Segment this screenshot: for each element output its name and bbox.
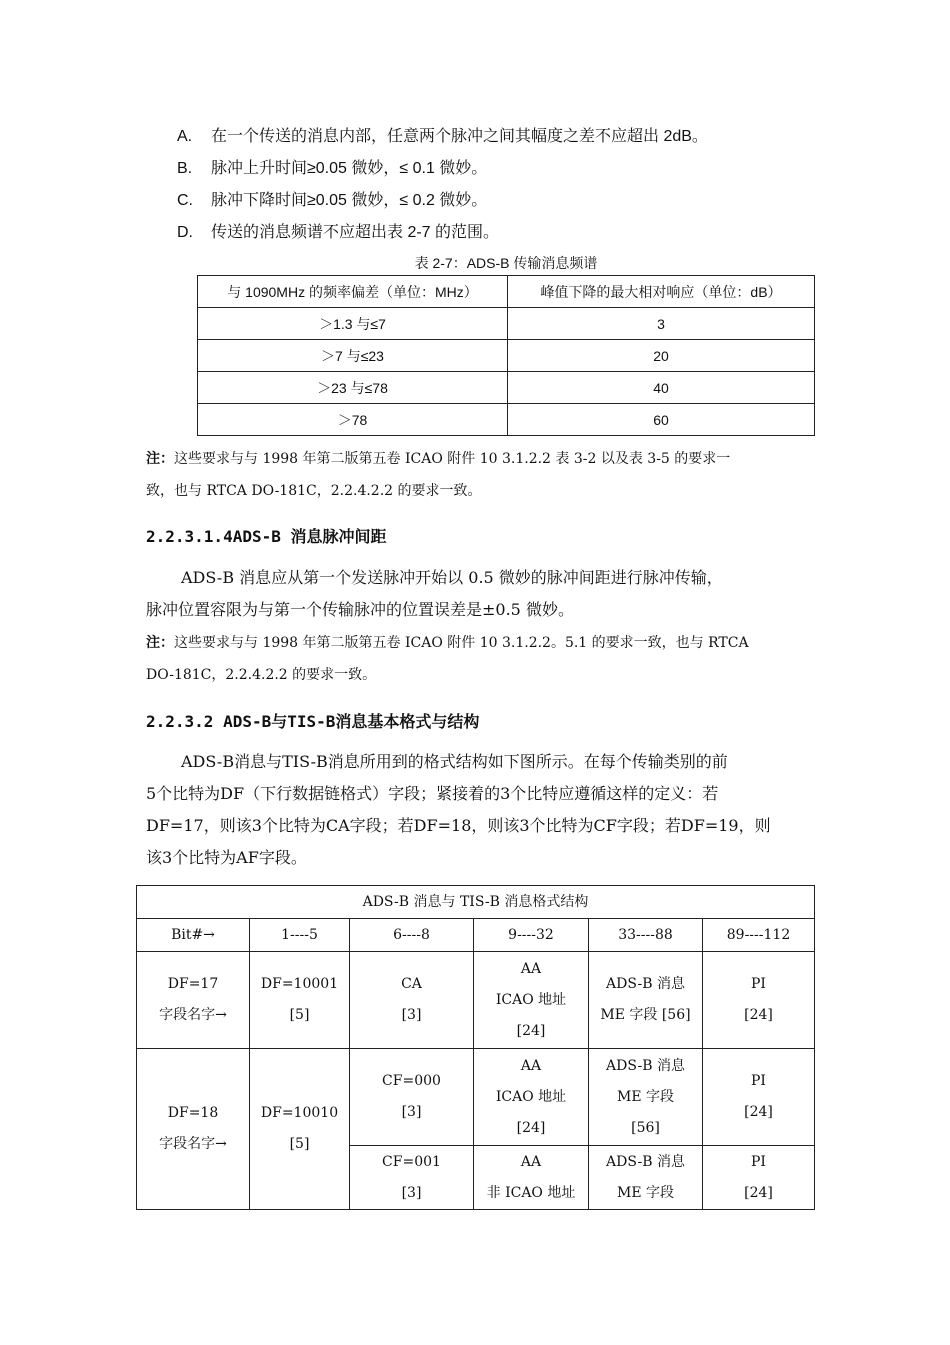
table-cell: AA ICAO 地址 [24]	[474, 952, 589, 1049]
note-text: 这些要求与与 1998 年第二版第五卷 ICAO 附件 10 3.1.2.2 表 3-2 以及表 3-5 的要求一	[174, 451, 731, 467]
table-header-cell: 峰值下降的最大相对响应（单位：dB）	[508, 276, 815, 308]
paragraph-line: 5个比特为DF（下行数据链格式）字段；紧接着的3个比特应遵循这样的定义：若	[146, 784, 719, 803]
list-text: 脉冲下降时间≥0.05 微妙，≤ 0.2 微妙。	[211, 192, 488, 209]
list-item-b	[177, 155, 487, 178]
paragraph-line: 该3个比特为AF字段。	[146, 848, 307, 867]
table-cell: ADS-B 消息 ME 字段 [56]	[589, 1049, 703, 1146]
section-heading: 2.2.3.2 ADS-B与TIS-B消息基本格式与结构	[146, 712, 480, 731]
section-heading: 2.2.3.1.4ADS-B 消息脉冲间距	[146, 527, 387, 546]
table-row	[198, 404, 815, 436]
format-table	[136, 885, 815, 1210]
note-text: 致，也与 RTCA DO-181C，2.2.4.2.2 的要求一致。	[146, 483, 482, 499]
list-label: B.	[177, 160, 193, 177]
table-row	[198, 308, 815, 340]
table-cell: CF=001 [3]	[350, 1146, 474, 1210]
note	[146, 627, 749, 691]
table-cell: ＞23 与≤78	[198, 372, 508, 404]
list-item-a	[177, 123, 708, 146]
table-cell: 20	[508, 340, 815, 372]
list-text: 传送的消息频谱不应超出表 2-7 的范围。	[211, 224, 500, 241]
table-cell: ＞7 与≤23	[198, 340, 508, 372]
table-header-cell: 与 1090MHz 的频率偏差（单位：MHz）	[198, 276, 508, 308]
note	[146, 443, 730, 507]
table-row	[198, 340, 815, 372]
paragraph-line: 脉冲位置容限为与第一个传输脉冲的位置误差是±0.5 微妙。	[146, 600, 574, 619]
table-row	[137, 1049, 815, 1146]
table-cell: CA [3]	[350, 952, 474, 1049]
table-cell: ＞78	[198, 404, 508, 436]
note-label: 注：	[146, 635, 174, 651]
table-cell: PI [24]	[703, 952, 815, 1049]
table-cell: AA ICAO 地址 [24]	[474, 1049, 589, 1146]
table-cell: PI [24]	[703, 1049, 815, 1146]
table-cell: DF=18 字段名字→	[137, 1049, 250, 1210]
table-header-cell: 33----88	[589, 919, 703, 952]
table-header-cell: Bit#→	[137, 919, 250, 952]
table-header-cell: 9----32	[474, 919, 589, 952]
table-cell: 40	[508, 372, 815, 404]
table-cell: DF=10001 [5]	[250, 952, 350, 1049]
table-cell: PI [24]	[703, 1146, 815, 1210]
note-text: 这些要求与与 1998 年第二版第五卷 ICAO 附件 10 3.1.2.2。5.1 的要求一致，也与 RTCA	[174, 635, 749, 651]
table-row	[198, 372, 815, 404]
table-header-row	[198, 276, 815, 308]
note-text: DO-181C，2.2.4.2.2 的要求一致。	[146, 667, 377, 683]
table-header-cell: 89----112	[703, 919, 815, 952]
table-header-cell: 6----8	[350, 919, 474, 952]
paragraph-line: ADS-B消息与TIS-B消息所用到的格式结构如下图所示。在每个传输类别的前	[181, 752, 728, 771]
table-row	[137, 952, 815, 1049]
table-cell: CF=000 [3]	[350, 1049, 474, 1146]
table-cell: ADS-B 消息 ME 字段 [56]	[589, 952, 703, 1049]
list-label: A.	[177, 128, 193, 145]
paragraph-line: DF=17，则该3个比特为CA字段；若DF=18，则该3个比特为CF字段；若DF=19，则	[146, 816, 771, 835]
list-label: C.	[177, 192, 193, 209]
spectrum-table	[197, 275, 815, 436]
list-text: 在一个传送的消息内部，任意两个脉冲之间其幅度之差不应超出 2dB。	[211, 128, 708, 145]
table-cell: DF=17 字段名字→	[137, 952, 250, 1049]
table-caption: 表 2-7：ADS-B 传输消息频谱	[414, 255, 598, 271]
list-text: 脉冲上升时间≥0.05 微妙，≤ 0.1 微妙。	[211, 160, 488, 177]
table-cell: DF=10010 [5]	[250, 1049, 350, 1210]
table-title: ADS-B 消息与 TIS-B 消息格式结构	[137, 886, 815, 919]
list-item-d	[177, 219, 499, 242]
table-header-cell: 1----5	[250, 919, 350, 952]
table-cell: ＞1.3 与≤7	[198, 308, 508, 340]
paragraph-line: ADS-B 消息应从第一个发送脉冲开始以 0.5 微妙的脉冲间距进行脉冲传输，	[181, 568, 723, 587]
table-cell: ADS-B 消息 ME 字段	[589, 1146, 703, 1210]
table-cell: AA 非 ICAO 地址	[474, 1146, 589, 1210]
table-header-row	[137, 919, 815, 952]
table-cell: 3	[508, 308, 815, 340]
table-title-row	[137, 886, 815, 919]
table-cell: 60	[508, 404, 815, 436]
note-label: 注：	[146, 451, 174, 467]
list-item-c	[177, 187, 487, 210]
list-label: D.	[177, 224, 193, 241]
